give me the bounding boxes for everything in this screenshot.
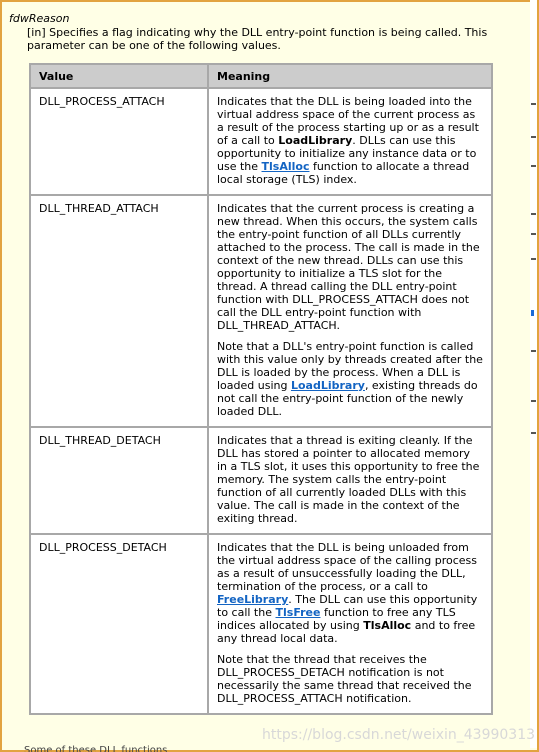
table-header-row	[30, 64, 492, 88]
value-cell: DLL_THREAD_ATTACH	[30, 195, 208, 427]
strip-mark	[531, 165, 536, 167]
watermark: https://blog.csdn.net/weixin_43990313	[262, 727, 536, 743]
cut-off-text: Some of these DLL functions	[24, 745, 168, 752]
table-row	[30, 195, 492, 427]
meaning-text: . DLLs can use this opportunity to initialize any instance data or to use the	[217, 134, 477, 173]
strip-link-mark	[531, 310, 534, 316]
background-page-strip	[530, 0, 537, 748]
column-header-value: Value	[30, 64, 208, 88]
meaning-cell	[208, 427, 492, 534]
meaning-paragraph	[217, 340, 483, 418]
meaning-text: Note that a DLL's entry-point function is called with this value only by threads created after the DLL is loaded by the process. When a DLL is loaded using	[217, 340, 483, 392]
meaning-paragraph: Indicates that the current process is creating a new thread. When this occurs, the system calls the entry-point function of all DLLs currently attached to the process. The call is made in the context of the new thread. DLLs can use this opportunity to initialize a TLS slot for the thread. A thread calling the DLL entry-point function with DLL_PROCESS_ATTACH does not call the DLL entry-point function with DLL_THREAD_ATTACH.	[217, 202, 480, 332]
meaning-text: function to free any TLS indices allocated by using	[217, 606, 456, 632]
meaning-text: and to free any thread local data.	[217, 619, 476, 645]
table-row	[30, 534, 492, 714]
strip-mark	[531, 258, 536, 260]
meaning-cell	[208, 88, 492, 195]
meaning-paragraph: Note that the thread that receives the DLL_PROCESS_DETACH notification is not necessarily the same thread that received the DLL_PROCESS_ATTACH notification.	[217, 653, 472, 705]
tlsalloc-link[interactable]: TlsAlloc	[261, 160, 310, 173]
tlsfree-link[interactable]: TlsFree	[275, 606, 321, 619]
strip-mark	[531, 233, 536, 235]
parameter-name: fdwReason	[9, 12, 70, 25]
meaning-text: , existing threads do not call the entry-point function of the newly loaded DLL.	[217, 379, 478, 418]
meaning-text: Indicates that the DLL is being loaded into the virtual address space of the current process as a result of the process starting up or as a result of a call to	[217, 95, 479, 147]
strip-mark	[531, 136, 536, 138]
value-cell: DLL_PROCESS_DETACH	[30, 534, 208, 714]
function-name-bold: LoadLibrary	[278, 134, 353, 147]
freelibrary-link[interactable]: FreeLibrary	[217, 593, 289, 606]
column-header-meaning: Meaning	[208, 64, 492, 88]
meaning-cell	[208, 195, 492, 427]
meaning-text: Indicates that the DLL is being unloaded from the virtual address space of the calling process as a result of unsuccessfully loading the DLL, termination of the process, or a call to	[217, 541, 478, 593]
function-name-bold: TlsAlloc	[363, 619, 412, 632]
meaning-cell	[208, 534, 492, 714]
value-cell: DLL_THREAD_DETACH	[30, 427, 208, 534]
strip-mark	[531, 213, 536, 215]
table-row	[30, 427, 492, 534]
loadlibrary-link[interactable]: LoadLibrary	[290, 379, 365, 392]
meaning-text: . The DLL can use this opportunity to call the	[217, 593, 478, 619]
value-cell: DLL_PROCESS_ATTACH	[30, 88, 208, 195]
meaning-text: function to allocate a thread local storage (TLS) index.	[217, 160, 470, 186]
strip-mark	[531, 350, 536, 352]
meaning-paragraph	[217, 95, 483, 186]
meaning-paragraph: Indicates that a thread is exiting cleanly. If the DLL has stored a pointer to allocated memory in a TLS slot, it uses this opportunity to free the memory. The system calls the entry-point function of all currently loaded DLLs with this value. The call is made in the context of the exiting thread.	[217, 434, 480, 525]
table-row	[30, 88, 492, 195]
strip-mark	[531, 432, 536, 434]
parameter-description: [in] Specifies a flag indicating why the DLL entry-point function is being called. This parameter can be one of the following values.	[27, 26, 488, 52]
strip-mark	[531, 400, 536, 402]
strip-mark	[531, 103, 536, 105]
values-table	[29, 63, 493, 715]
meaning-paragraph	[217, 541, 483, 645]
